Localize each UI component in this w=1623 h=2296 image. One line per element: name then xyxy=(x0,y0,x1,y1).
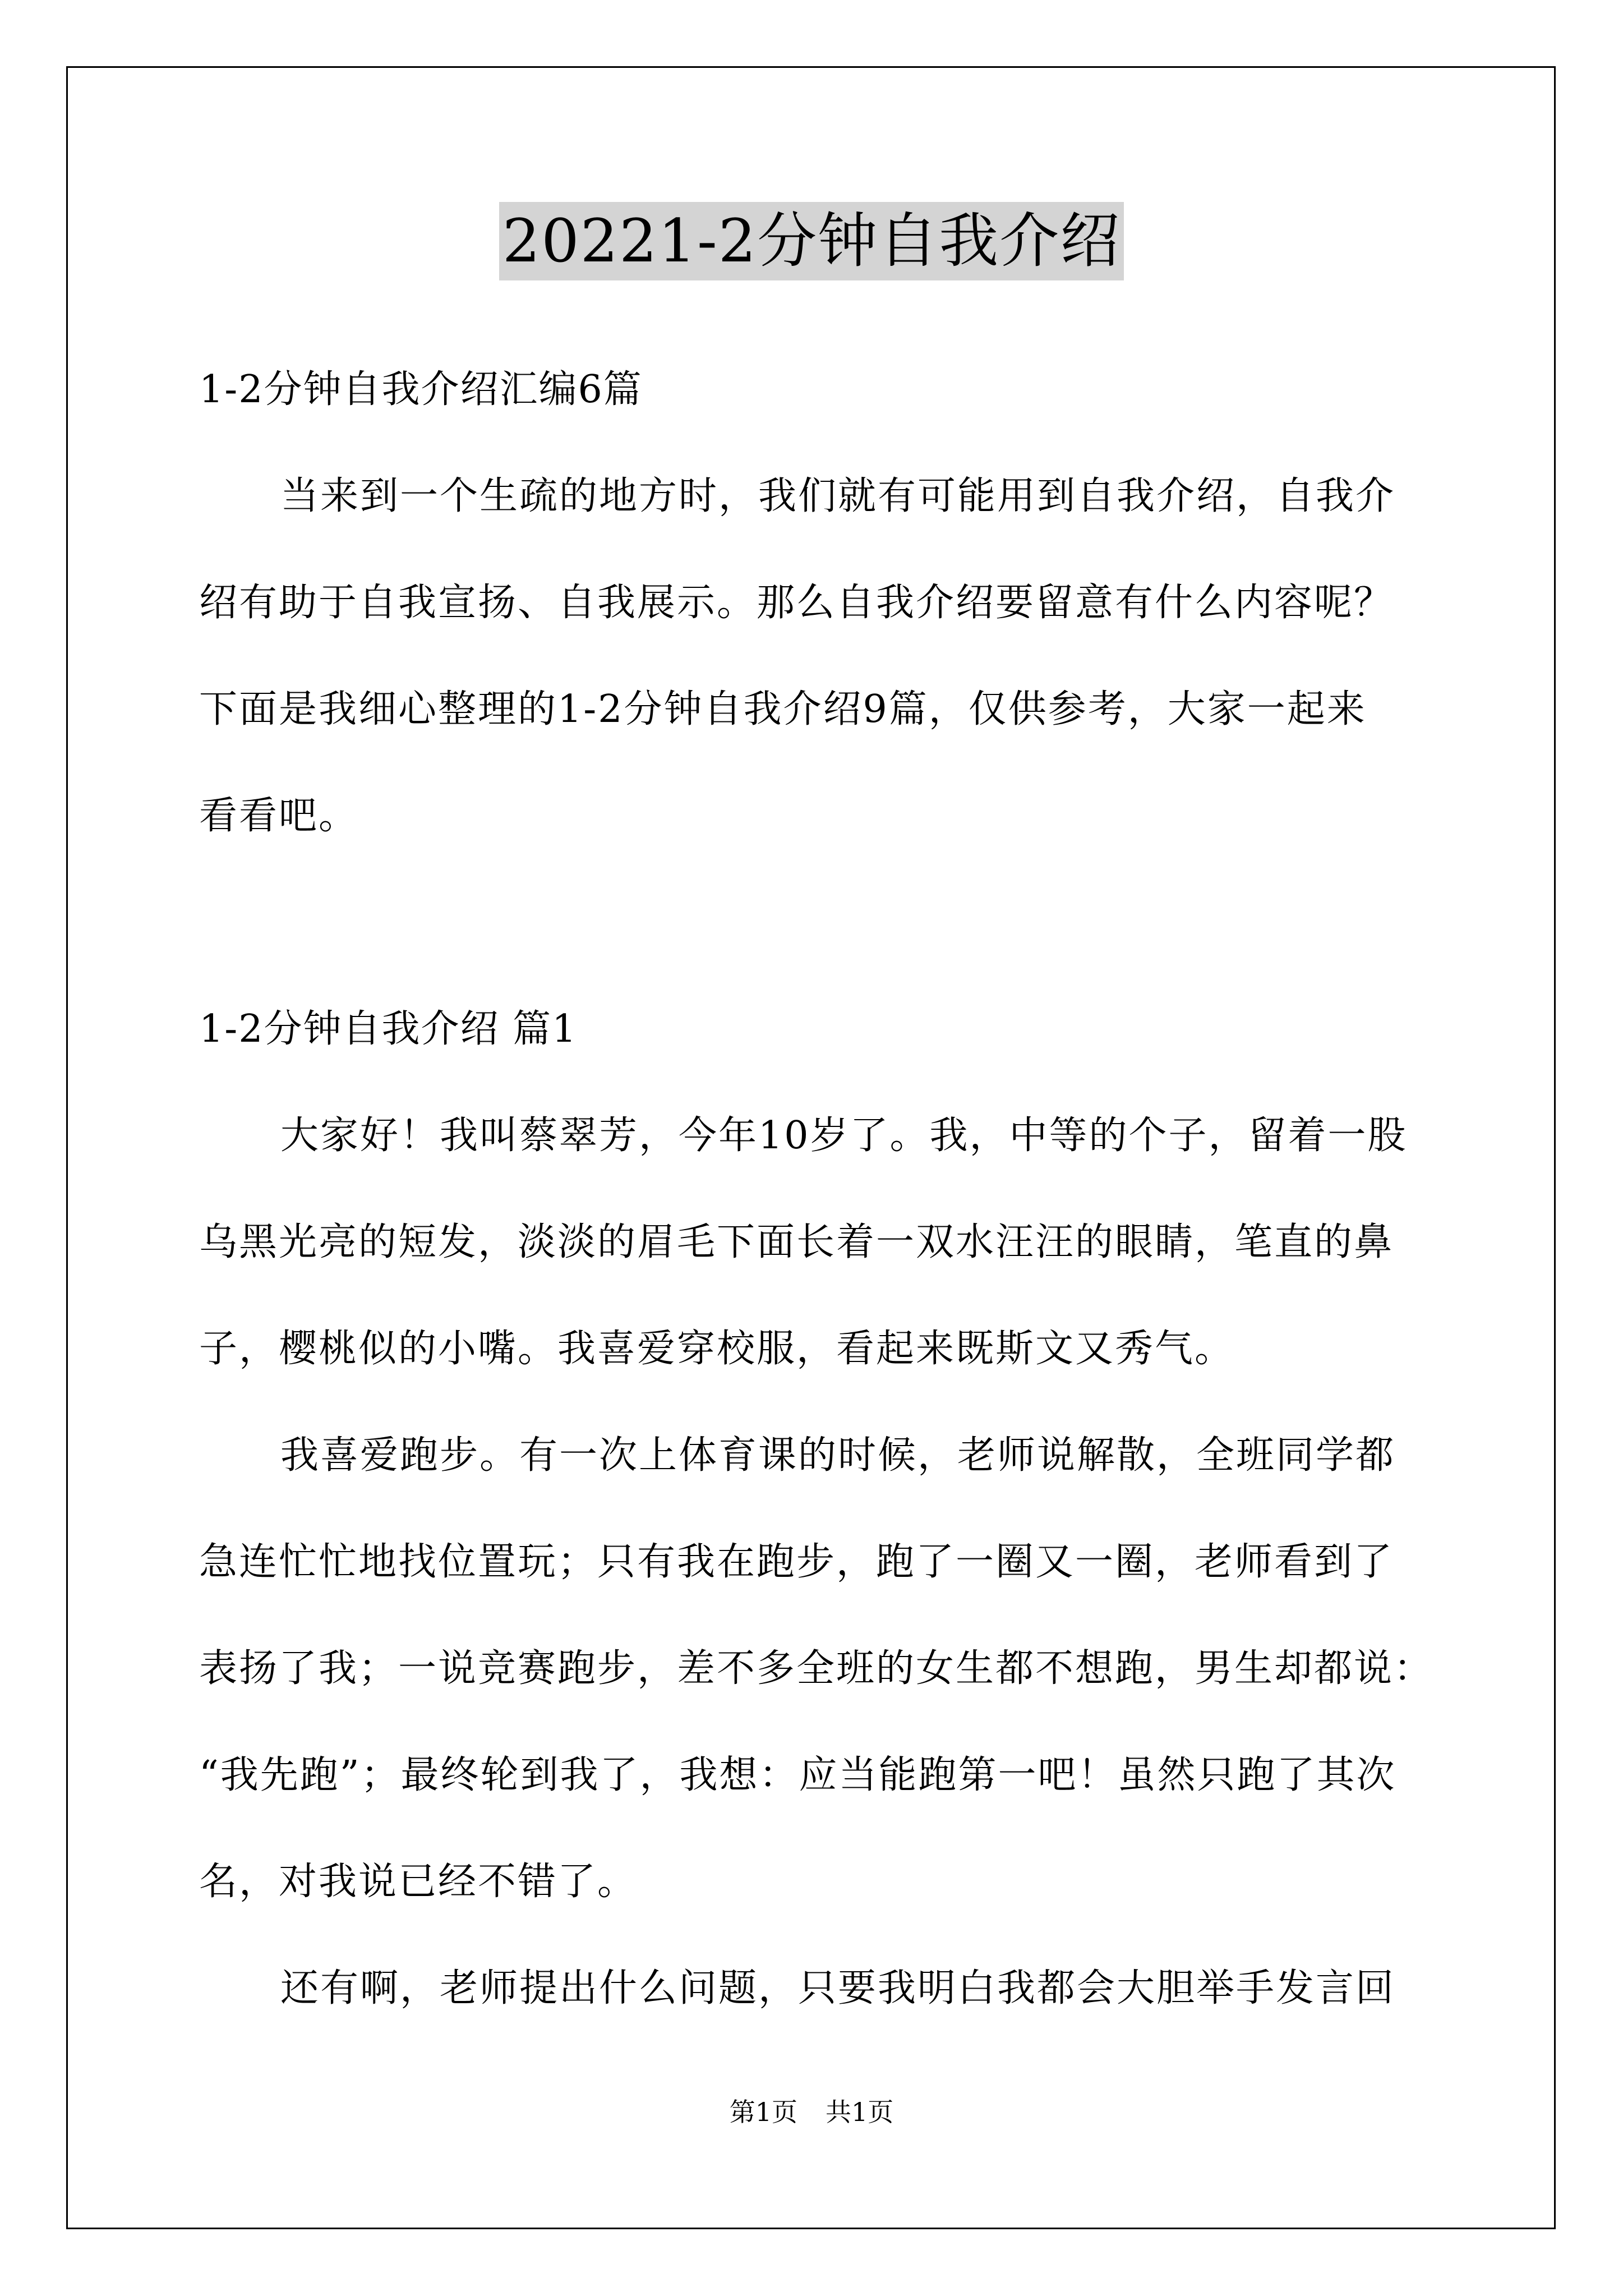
section-spacer xyxy=(199,869,1433,976)
paragraph-line: 表扬了我；一说竞赛跑步，差不多全班的女生都不想跑，男生却都说： xyxy=(199,1646,1434,1691)
page-total: 共1页 xyxy=(826,2097,894,2127)
section-paragraph-3 xyxy=(199,1935,1433,2042)
intro-line: 绍有助于自我宣扬、自我展示。那么自我介绍要留意有什么内容呢？ xyxy=(199,581,1394,625)
section-paragraph-2 xyxy=(199,1402,1433,1935)
document-body xyxy=(199,337,1433,2042)
intro-paragraph xyxy=(199,443,1433,869)
document-title: 20221-2分钟自我介绍 xyxy=(499,202,1124,280)
paragraph-line: 乌黑光亮的短发，淡淡的眉毛下面长着一双水汪汪的眼睛，笔直的鼻 xyxy=(199,1220,1394,1264)
paragraph-line: 名，对我说已经不错了。 xyxy=(199,1860,638,1904)
page-number: 第1页 xyxy=(729,2097,797,2127)
section-heading: 1-2分钟自我介绍 篇1 xyxy=(199,1007,578,1051)
paragraph-line: 我喜爱跑步。有一次上体育课的时候，老师说解散，全班同学都 xyxy=(280,1433,1396,1478)
intro-line: 看看吧。 xyxy=(199,794,359,838)
paragraph-line: 大家好！我叫蔡翠芳，今年10岁了。我，中等的个子，留着一股 xyxy=(280,1114,1408,1158)
document-subtitle: 1-2分钟自我介绍汇编6篇 xyxy=(199,367,643,412)
title-container xyxy=(0,202,1623,280)
paragraph-line: 子，樱桃似的小嘴。我喜爱穿校服，看起来既斯文又秀气。 xyxy=(199,1327,1235,1371)
paragraph-line: 还有啊，老师提出什么问题，只要我明白我都会大胆举手发言回 xyxy=(280,1966,1396,2010)
page-footer xyxy=(0,2095,1623,2129)
paragraph-line: “我先跑”；最终轮到我了，我想：应当能跑第一吧！虽然只跑了其次 xyxy=(199,1753,1396,1797)
paragraph-line: 急连忙忙地找位置玩；只有我在跑步，跑了一圈又一圈，老师看到了 xyxy=(199,1540,1394,1584)
intro-line: 当来到一个生疏的地方时，我们就有可能用到自我介绍，自我介 xyxy=(280,474,1396,518)
section-paragraph-1 xyxy=(199,1083,1433,1402)
intro-line: 下面是我细心整理的1-2分钟自我介绍9篇，仅供参考，大家一起来 xyxy=(199,687,1367,731)
